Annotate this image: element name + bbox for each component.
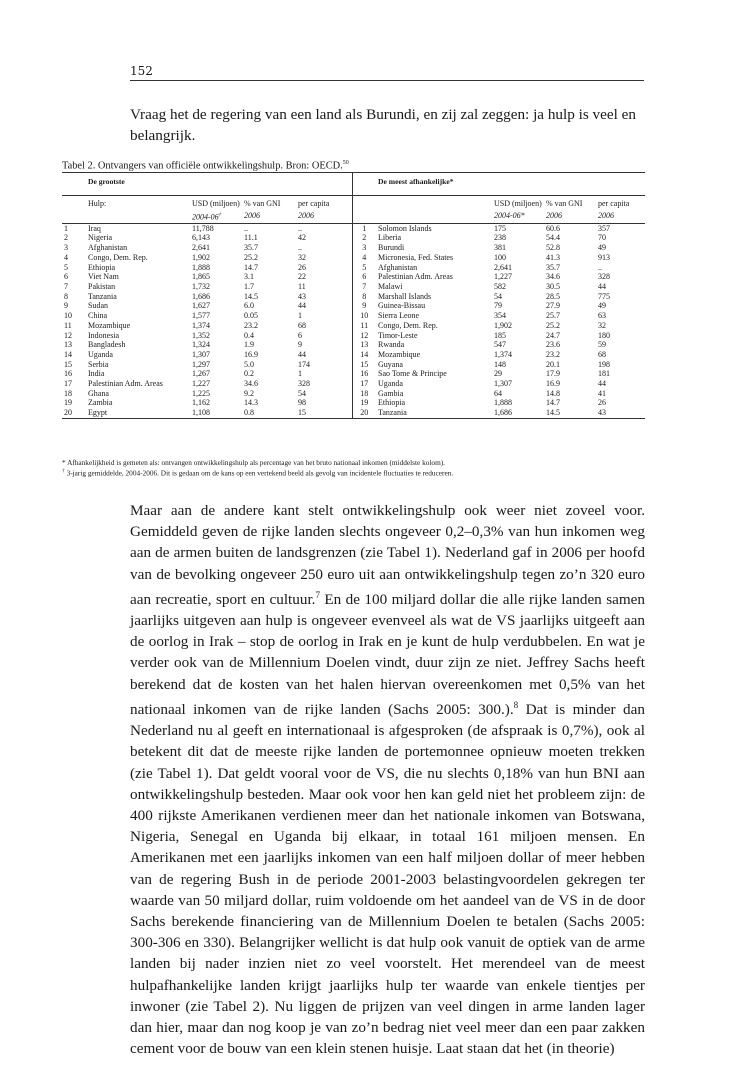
left-rank-cell: 19 [64, 398, 72, 408]
table-caption-text: Tabel 2. Ontvangers van officiële ontwikkelingshulp. Bron: OECD. [62, 160, 343, 172]
left-capita-cell: 54 [298, 388, 306, 398]
right-rank-cell: 11 [352, 321, 376, 331]
right-rank-cell: 10 [352, 311, 376, 321]
right-rank-cell: 4 [352, 253, 376, 263]
left-rank-cell: 17 [64, 379, 72, 389]
right-usd-cell: 238 [494, 233, 506, 243]
right-usd-cell: 79 [494, 301, 502, 311]
right-col-gni: % van GNI [544, 195, 596, 208]
left-gni-cell: 34.6 [244, 379, 258, 389]
left-col-gni: % van GNI [242, 195, 296, 208]
left-usd-cell: 1,324 [192, 340, 210, 350]
hulp-label: Hulp: [86, 195, 190, 208]
right-rank-cell: 7 [352, 282, 376, 292]
right-rank-cell: 5 [352, 263, 376, 273]
right-country-cell: Tanzania [376, 408, 492, 418]
left-country-cell: Egypt [86, 408, 190, 418]
table-row [62, 253, 645, 263]
table-footnotes [62, 458, 662, 477]
table-caption [62, 160, 349, 171]
left-usd-cell: 1,297 [192, 359, 210, 369]
left-col-usd: USD (miljoen) [190, 195, 242, 208]
right-rank-cell: 1 [352, 223, 376, 233]
right-col-capita: per capita [596, 195, 645, 208]
left-year-usd-text: 2004-06 [192, 213, 219, 223]
left-usd-cell: 1,352 [192, 330, 210, 340]
right-country-cell: Micronesia, Fed. States [378, 252, 454, 262]
header-rule [130, 80, 644, 81]
right-country-cell: Solomon Islands [378, 223, 432, 233]
right-usd-cell: 64 [494, 388, 502, 398]
left-rank-cell: 16 [64, 369, 72, 379]
left-rank-cell: 15 [64, 359, 72, 369]
right-usd-cell: 185 [494, 330, 506, 340]
table-row [62, 360, 645, 370]
left-usd-cell: 1,902 [192, 252, 210, 262]
right-usd-cell: 1,374 [494, 349, 512, 359]
right-rank-cell: 3 [352, 243, 376, 253]
left-capita-cell: 1 [298, 369, 302, 379]
right-gni-cell: 52.8 [546, 243, 560, 253]
left-gni-cell: 35.7 [244, 243, 258, 253]
left-gni-cell: 16.9 [244, 349, 258, 359]
left-capita-cell: .. [298, 223, 302, 233]
left-country-cell: India [88, 369, 105, 379]
left-country-cell: Ethiopia [88, 262, 116, 272]
right-rank-cell: 18 [352, 389, 376, 399]
left-gni-cell: 0.05 [244, 311, 258, 321]
right-rank-cell: 17 [352, 379, 376, 389]
left-capita-cell: 15 [296, 408, 352, 418]
right-year-usd: 2004-06* [492, 208, 544, 223]
left-gni-cell: 14.7 [244, 262, 258, 272]
left-gni-cell: 25.2 [244, 252, 258, 262]
left-usd-cell: 1,267 [192, 369, 210, 379]
left-usd-cell: 1,108 [190, 408, 242, 418]
table-row [62, 331, 645, 341]
right-country-cell: Malawi [378, 281, 403, 291]
left-gni-cell: 0.8 [242, 408, 296, 418]
right-gni-cell: 14.7 [546, 398, 560, 408]
right-capita-cell: .. [598, 262, 602, 272]
left-country-cell: Palestinian Adm. Areas [88, 379, 163, 389]
left-gni-cell: 14.5 [244, 291, 258, 301]
right-usd-cell: 582 [494, 281, 506, 291]
table-row [62, 301, 645, 311]
right-gni-cell: 41.3 [546, 252, 560, 262]
right-gni-cell: 60.6 [546, 223, 560, 233]
right-capita-cell: 180 [598, 330, 610, 340]
table-row [62, 223, 645, 233]
left-rank-cell: 11 [64, 320, 72, 330]
footnote-ref-7: 7 [315, 589, 320, 600]
left-usd-cell: 1,627 [192, 301, 210, 311]
table-row [62, 263, 645, 273]
aid-recipients-table [62, 172, 645, 419]
table-row [62, 321, 645, 331]
right-capita-cell: 49 [598, 301, 606, 311]
left-country-cell: Ghana [88, 388, 109, 398]
right-capita-cell: 198 [598, 359, 610, 369]
right-usd-cell: 1,227 [494, 272, 512, 282]
right-usd-cell: 547 [494, 340, 506, 350]
right-usd-cell: 29 [494, 369, 502, 379]
right-country-cell: Sierra Leone [378, 311, 420, 321]
right-rank-cell: 2 [352, 233, 376, 243]
right-country-cell: Ethiopia [378, 398, 406, 408]
left-rank-cell: 12 [64, 330, 72, 340]
left-rank-cell: 4 [64, 252, 68, 262]
right-year-capita: 2006 [596, 208, 645, 223]
left-gni-cell: 0.2 [244, 369, 254, 379]
left-rank-cell: 3 [64, 243, 68, 253]
right-capita-cell: 43 [596, 408, 645, 418]
left-gni-cell: 23.2 [244, 320, 258, 330]
table-row [62, 369, 645, 379]
left-capita-cell: 11 [298, 281, 306, 291]
footnote-dependency: * Afhankelijkheid is gemeten als: ontvangen ontwikkelingshulp als percentage van het bruto nationaal inkomen (middelste kolom). [62, 458, 445, 467]
left-usd-cell: 1,732 [192, 281, 210, 291]
left-country-cell: Pakistan [88, 281, 116, 291]
left-country-cell: Uganda [88, 349, 113, 359]
body-part-2: En de 100 miljard dollar die alle rijke landen samen jaarlijks uitgeven aan hulp is ongeveer evenveel als wat de VS jaarlijks uitgeeft aan de oorlog in Irak – stop de oorlog in Irak en je kunt de hulp verdubbelen. En wat je verder ook van de Millennium Doelen vindt, duur zijn ze niet. Jeffrey Sachs heeft berekend dat de kosten van het halen hiervan overeenkomen met 0,5% van het nationaal inkomen van de rijke landen (Sachs 2005: 300.). [130, 590, 645, 718]
right-capita-cell: 59 [598, 340, 606, 350]
left-rank-cell: 20 [62, 408, 86, 418]
right-capita-cell: 44 [598, 281, 606, 291]
left-rank-cell: 8 [64, 291, 68, 301]
right-capita-cell: 328 [598, 272, 610, 282]
left-usd-cell: 1,227 [192, 379, 210, 389]
right-rank-cell: 13 [352, 340, 376, 350]
right-capita-cell: 63 [598, 311, 606, 321]
right-usd-cell: 381 [494, 243, 506, 253]
left-country-cell: Mozambique [88, 320, 131, 330]
left-capita-cell: 68 [298, 320, 306, 330]
body-paragraph [130, 500, 645, 1059]
body-part-1: Maar aan de andere kant stelt ontwikkelingshulp ook weer niet zoveel voor. Gemiddeld geven de rijke landen slechts ongeveer 0,2–0,3% van hun inkomen weg aan de armen buiten de landsgrenzen (zie Tabel 1). Nederland gaf in 2006 per hoofd van de bevolking ongeveer 250 euro uit aan ontwikkelingshulp tegen zo’n 320 euro aan recreatie, sport en cultuur. [130, 502, 645, 608]
right-capita-cell: 70 [598, 233, 606, 243]
left-rank-cell: 10 [64, 311, 72, 321]
left-rank-cell: 9 [64, 301, 68, 311]
left-gni-cell: 1.9 [244, 340, 254, 350]
left-gni-cell: .. [244, 223, 248, 233]
right-country-cell: Afghanistan [378, 262, 418, 272]
left-gni-cell: 9.2 [244, 388, 254, 398]
right-capita-cell: 181 [598, 369, 610, 379]
table-row [62, 233, 645, 243]
left-rank-cell: 6 [64, 272, 68, 282]
left-rank-cell: 1 [64, 223, 68, 233]
table-row [62, 408, 645, 418]
left-col-capita: per capita [296, 195, 352, 208]
right-section-title: De meest afhankelijke* [376, 173, 645, 196]
right-capita-cell: 913 [598, 252, 610, 262]
left-capita-cell: 1 [298, 311, 302, 321]
footnote-average-mark: † [62, 468, 65, 474]
left-rank-cell: 14 [64, 349, 72, 359]
right-country-cell: Timor-Leste [378, 330, 418, 340]
left-rank-cell: 5 [64, 262, 68, 272]
left-country-cell: Congo, Dem. Rep. [88, 252, 148, 262]
right-country-cell: Guinea-Bissau [378, 301, 426, 311]
right-rank-cell: 12 [352, 331, 376, 341]
left-capita-cell: 9 [298, 340, 302, 350]
left-gni-cell: 6.0 [244, 301, 254, 311]
right-gni-cell: 28.5 [546, 291, 560, 301]
page-number: 152 [130, 64, 153, 78]
right-capita-cell: 41 [598, 388, 606, 398]
right-country-cell: Marshall Islands [378, 291, 432, 301]
right-gni-cell: 25.2 [546, 320, 560, 330]
left-rank-cell: 7 [64, 281, 68, 291]
left-country-cell: China [88, 311, 108, 321]
table-row [62, 389, 645, 399]
right-gni-cell: 14.5 [544, 408, 596, 418]
left-usd-cell: 1,577 [192, 311, 210, 321]
right-country-cell: Palestinian Adm. Areas [378, 272, 453, 282]
table-row [62, 282, 645, 292]
right-gni-cell: 23.6 [546, 340, 560, 350]
right-gni-cell: 34.6 [546, 272, 560, 282]
left-usd-cell: 1,374 [192, 320, 210, 330]
right-usd-cell: 100 [494, 252, 506, 262]
right-gni-cell: 20.1 [546, 359, 560, 369]
right-gni-cell: 25.7 [546, 311, 560, 321]
right-capita-cell: 775 [598, 291, 610, 301]
right-usd-cell: 2,641 [494, 262, 512, 272]
right-col-usd: USD (miljoen) [492, 195, 544, 208]
footnote-average-text: 3-jarig gemiddelde, 2004-2006. Dit is gedaan om de kans op een vertekend beeld als gevolg van incidentele fluctuaties te reduceren. [64, 468, 454, 478]
right-capita-cell: 32 [598, 320, 606, 330]
left-year-gni: 2006 [242, 208, 296, 223]
table-row [62, 340, 645, 350]
left-rank-cell: 2 [64, 233, 68, 243]
left-usd-cell: 1,888 [192, 262, 210, 272]
table-row [62, 398, 645, 408]
left-country-cell: Zambia [88, 398, 113, 408]
left-country-cell: Nigeria [88, 233, 112, 243]
left-capita-cell: .. [298, 243, 302, 253]
left-usd-cell: 11,788 [192, 223, 214, 233]
left-usd-cell: 1,162 [192, 398, 210, 408]
left-capita-cell: 44 [298, 349, 306, 359]
right-gni-cell: 27.9 [546, 301, 560, 311]
table-caption-note: 50 [342, 160, 349, 166]
right-gni-cell: 35.7 [546, 262, 560, 272]
right-rank-cell: 9 [352, 301, 376, 311]
right-gni-cell: 14.8 [546, 388, 560, 398]
left-rank-cell: 13 [64, 340, 72, 350]
right-usd-cell: 1,686 [492, 408, 544, 418]
left-capita-cell: 26 [298, 262, 306, 272]
right-country-cell: Mozambique [378, 349, 421, 359]
right-usd-cell: 148 [494, 359, 506, 369]
right-usd-cell: 1,307 [494, 379, 512, 389]
right-country-cell: Sao Tome & Principe [378, 369, 447, 379]
right-gni-cell: 30.5 [546, 281, 560, 291]
left-usd-cell: 1,865 [192, 272, 210, 282]
left-year-usd [190, 208, 242, 223]
left-capita-cell: 44 [298, 301, 306, 311]
left-country-cell: Sudan [88, 301, 108, 311]
right-gni-cell: 54.4 [546, 233, 560, 243]
right-rank-cell: 19 [352, 398, 376, 408]
intro-paragraph: Vraag het de regering van een land als Burundi, en zij zal zeggen: ja hulp is veel en belangrijk. [130, 106, 636, 144]
left-capita-cell: 43 [298, 291, 306, 301]
right-capita-cell: 68 [598, 349, 606, 359]
left-country-cell: Iraq [88, 223, 101, 233]
footnote-ref-8: 8 [513, 699, 519, 710]
left-gni-cell: 3.1 [244, 272, 254, 282]
left-rank-cell: 18 [64, 388, 72, 398]
left-gni-cell: 0.4 [244, 330, 254, 340]
right-country-cell: Uganda [378, 379, 403, 389]
left-gni-cell: 5.0 [244, 359, 254, 369]
right-rank-cell: 15 [352, 360, 376, 370]
right-capita-cell: 357 [598, 223, 610, 233]
table-row [62, 272, 645, 282]
right-usd-cell: 1,902 [494, 320, 512, 330]
right-usd-cell: 175 [494, 223, 506, 233]
right-year-gni: 2006 [544, 208, 596, 223]
footnote-average [62, 467, 662, 477]
body-text [130, 500, 645, 1059]
right-gni-cell: 24.7 [546, 330, 560, 340]
left-capita-cell: 22 [298, 272, 306, 282]
right-country-cell: Rwanda [378, 340, 405, 350]
left-usd-cell: 1,686 [192, 291, 210, 301]
table-row [62, 292, 645, 302]
right-gni-cell: 23.2 [546, 349, 560, 359]
left-gni-cell: 11.1 [244, 233, 258, 243]
right-usd-cell: 54 [494, 291, 502, 301]
left-country-cell: Serbia [88, 359, 109, 369]
left-usd-cell: 1,307 [192, 349, 210, 359]
table-row [62, 379, 645, 389]
right-country-cell: Liberia [378, 233, 402, 243]
right-rank-cell: 16 [352, 369, 376, 379]
left-gni-cell: 14.3 [244, 398, 258, 408]
left-capita-cell: 6 [298, 330, 302, 340]
right-country-cell: Gambia [378, 388, 404, 398]
left-capita-cell: 98 [298, 398, 306, 408]
table-row [62, 350, 645, 360]
left-capita-cell: 174 [298, 359, 310, 369]
left-usd-cell: 1,225 [192, 388, 210, 398]
left-gni-cell: 1.7 [244, 281, 254, 291]
right-gni-cell: 17.9 [546, 369, 560, 379]
right-capita-cell: 44 [598, 379, 606, 389]
left-capita-cell: 42 [298, 233, 306, 243]
right-capita-cell: 26 [598, 398, 606, 408]
right-rank-cell: 20 [352, 408, 376, 418]
right-country-cell: Congo, Dem. Rep. [378, 320, 438, 330]
right-country-cell: Guyana [378, 359, 403, 369]
right-capita-cell: 49 [598, 243, 606, 253]
right-usd-cell: 354 [494, 311, 506, 321]
left-country-cell: Tanzania [88, 291, 117, 301]
left-country-cell: Indonesia [88, 330, 120, 340]
left-year-capita: 2006 [296, 208, 352, 223]
left-usd-cell: 6,143 [192, 233, 210, 243]
left-country-cell: Bangladesh [88, 340, 126, 350]
left-country-cell: Afghanistan [88, 243, 128, 253]
left-usd-cell: 2,641 [192, 243, 210, 253]
right-gni-cell: 16.9 [546, 379, 560, 389]
left-capita-cell: 32 [298, 252, 306, 262]
right-rank-cell: 6 [352, 272, 376, 282]
right-rank-cell: 14 [352, 350, 376, 360]
left-country-cell: Viet Nam [88, 272, 119, 282]
table-row [62, 243, 645, 253]
left-capita-cell: 328 [298, 379, 310, 389]
table-row [62, 311, 645, 321]
left-year-usd-note: † [218, 212, 222, 219]
right-country-cell: Burundi [378, 243, 405, 253]
right-usd-cell: 1,888 [494, 398, 512, 408]
left-section-title: De grootste [86, 173, 352, 196]
right-rank-cell: 8 [352, 292, 376, 302]
body-part-3: Dat is minder dan Nederland nu al geeft en internationaal is afgesproken (de afspraak is 0,7%), ook al betekent dit dat de meeste rijke landen de portemonnee opnieuw moeten trekken (zie Tabel 1). Dat geldt vooral voor de VS, die nu slechts 0,18% van hun BNI aan ontwikkelingshulp besteden. Maar ook voor hen kan geld niet het probleem zijn: de 400 rijkste Amerikanen verdienen meer dan het nationale inkomen van Botswana, Nigeria, Senegal en Uganda bij elkaar, in totaal 161 miljoen mensen. En Amerikanen met een jaarlijks inkomen van een half miljoen dollar of meer hebben van de regering Bush in de periode 2001-2003 belastingvoordelen gekregen ter waarde van 50 miljard dollar, ruim voldoende om het aandeel van de VS in de door Sachs berekende financiering van de Millennium Doelen te betalen (Sachs 2005: 300-306 en 330). Belangrijker wellicht is dat hulp ook vanuit de optiek van de arme landen bij nader inzien niet zo veel voorstelt. Het merendeel van de meest hulpafhankelijke landen krijgt jaarlijks hulp ter waarde van enkele tientjes per inwoner (zie Tabel 2). Nu liggen de prijzen van veel dingen in arme landen lager dan hier, maar dan nog koop je van zo’n bedrag niet veel meer dan een paar zakken cement voor de bouw van een klein stenen huisje. Laat staan dat het (in theorie) [130, 700, 645, 1058]
